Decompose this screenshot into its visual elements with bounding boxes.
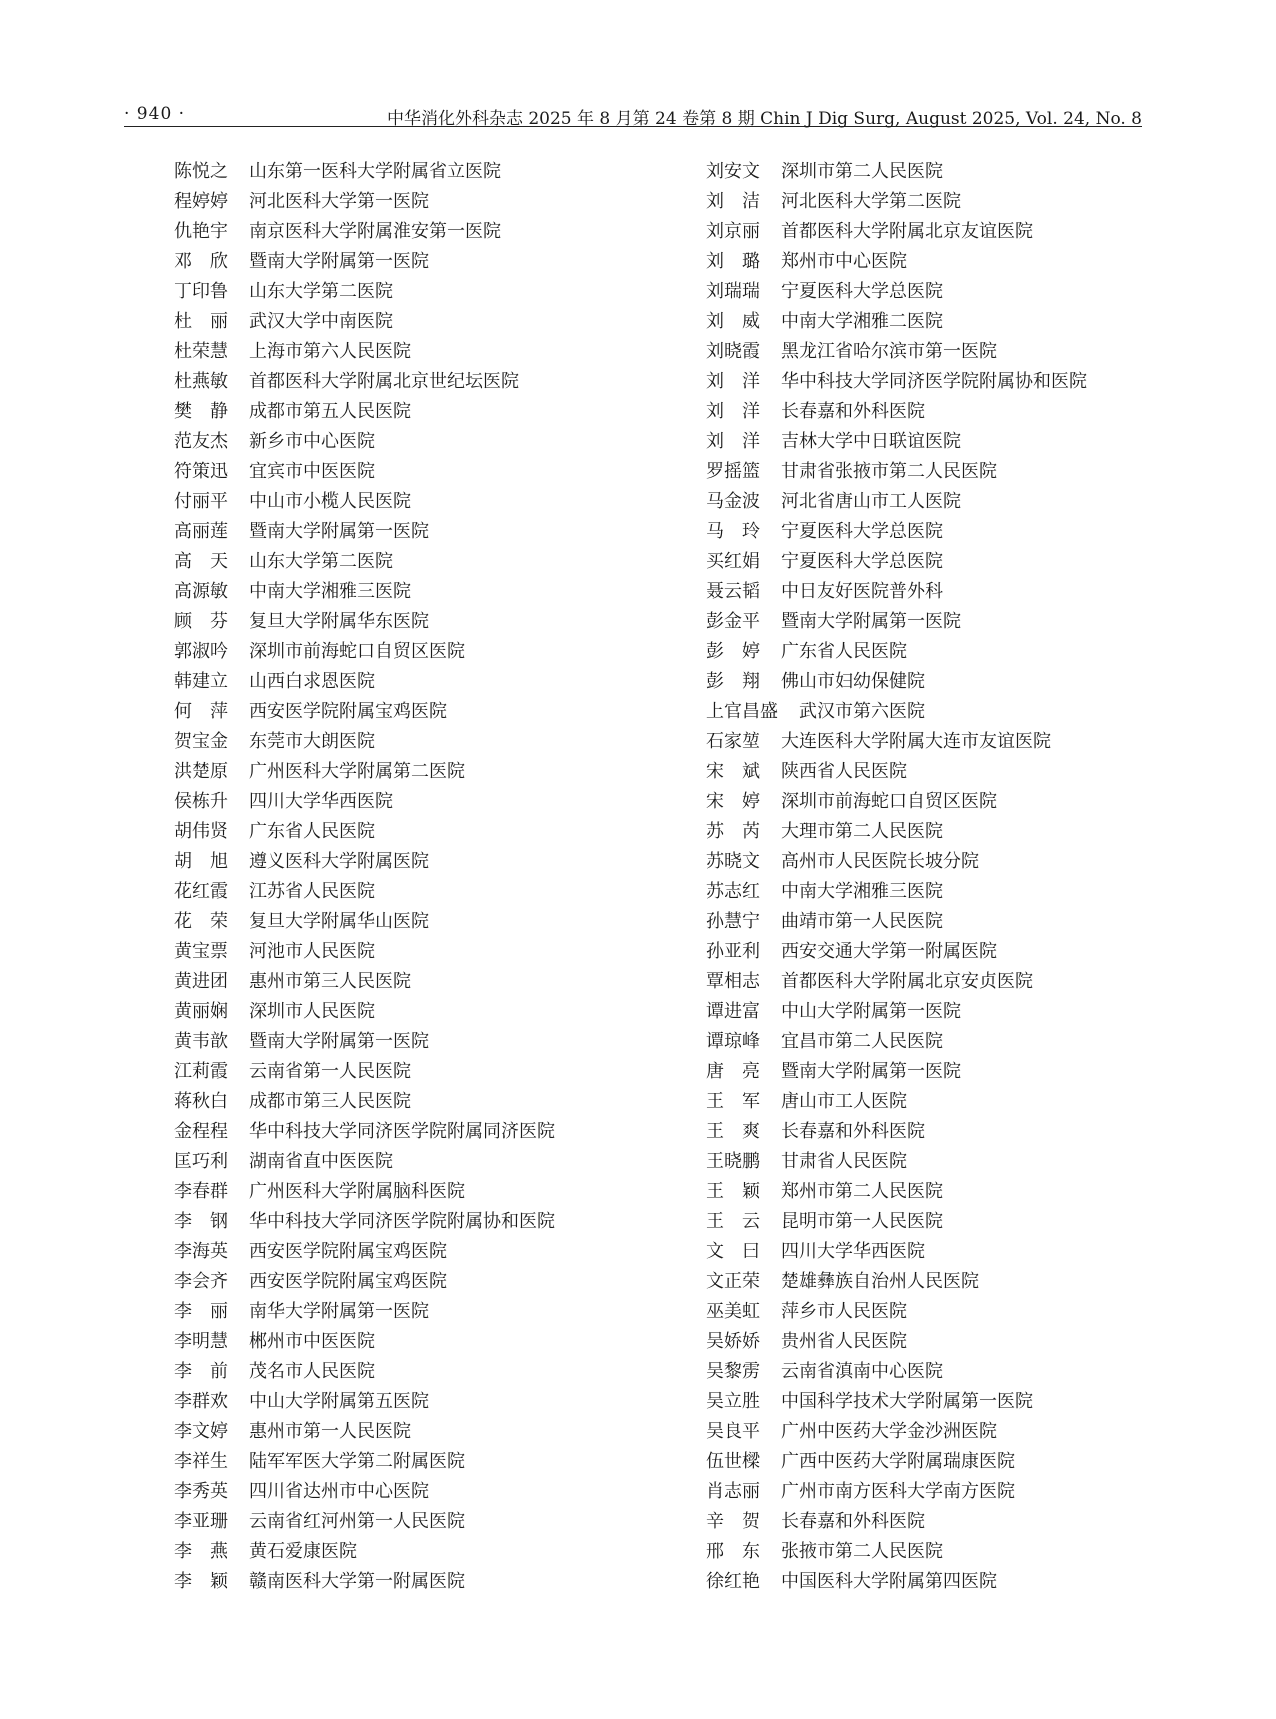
reviewer-name: 孙慧宁 [706, 911, 760, 932]
list-item [706, 1477, 1226, 1507]
list-item [174, 1117, 694, 1147]
institution: 宁夏医科大学总医院 [781, 521, 943, 542]
reviewer-name: 江莉霞 [174, 1061, 228, 1082]
reviewer-name: 花红霞 [174, 881, 228, 902]
institution: 云南省第一人民医院 [249, 1061, 411, 1082]
reviewer-name: 巫美虹 [706, 1301, 760, 1322]
institution: 江苏省人民医院 [249, 881, 375, 902]
institution: 暨南大学附属第一医院 [249, 1031, 429, 1052]
reviewer-name: 苏志红 [706, 881, 760, 902]
reviewer-name: 胡伟贤 [174, 821, 228, 842]
list-item [706, 1267, 1226, 1297]
list-item [174, 247, 694, 277]
list-item [174, 997, 694, 1027]
list-item [706, 1177, 1226, 1207]
institution: 广州市南方医科大学南方医院 [781, 1481, 1015, 1502]
institution: 吉林大学中日联谊医院 [781, 431, 961, 452]
institution: 河北医科大学第一医院 [249, 191, 429, 212]
reviewer-name: 刘 威 [706, 311, 760, 332]
list-item [706, 547, 1226, 577]
reviewer-name: 程婷婷 [174, 191, 228, 212]
list-item [706, 217, 1226, 247]
list-item [706, 1057, 1226, 1087]
list-item [174, 1087, 694, 1117]
list-item [706, 577, 1226, 607]
list-item [706, 367, 1226, 397]
institution: 长春嘉和外科医院 [781, 1511, 925, 1532]
list-item [174, 487, 694, 517]
institution: 暨南大学附属第一医院 [781, 611, 961, 632]
reviewer-name: 宋 婷 [706, 791, 760, 812]
list-item [706, 1087, 1226, 1117]
reviewer-name: 孙亚利 [706, 941, 760, 962]
list-item [174, 1327, 694, 1357]
institution: 四川省达州市中心医院 [249, 1481, 429, 1502]
institution: 广东省人民医院 [249, 821, 375, 842]
institution: 宜宾市中医医院 [249, 461, 375, 482]
list-item [174, 157, 694, 187]
list-item [706, 307, 1226, 337]
list-item [706, 1237, 1226, 1267]
reviewer-name: 郭淑吟 [174, 641, 228, 662]
reviewer-name: 李 颖 [174, 1571, 228, 1592]
reviewer-name: 刘瑞瑞 [706, 281, 760, 302]
institution: 成都市第五人民医院 [249, 401, 411, 422]
institution: 宁夏医科大学总医院 [781, 281, 943, 302]
list-item [706, 457, 1226, 487]
list-item [174, 187, 694, 217]
list-item [174, 757, 694, 787]
reviewer-name: 李 钢 [174, 1211, 228, 1232]
reviewer-name: 杜燕敏 [174, 371, 228, 392]
institution: 贵州省人民医院 [781, 1331, 907, 1352]
list-item [706, 1117, 1226, 1147]
reviewer-name: 王晓鹏 [706, 1151, 760, 1172]
reviewer-name: 李亚珊 [174, 1511, 228, 1532]
list-item [174, 367, 694, 397]
page-number: · 940 · [124, 104, 186, 124]
list-item [174, 1027, 694, 1057]
institution: 中山大学附属第一医院 [781, 1001, 961, 1022]
institution: 佛山市妇幼保健院 [781, 671, 925, 692]
institution: 云南省红河州第一人民医院 [249, 1511, 465, 1532]
institution: 遵义医科大学附属医院 [249, 851, 429, 872]
list-item [706, 787, 1226, 817]
list-item [174, 1567, 694, 1597]
institution: 成都市第三人民医院 [249, 1091, 411, 1112]
reviewer-name: 吴良平 [706, 1421, 760, 1442]
reviewer-name: 彭 翔 [706, 671, 760, 692]
reviewer-name: 花 荣 [174, 911, 228, 932]
reviewer-name: 宋 斌 [706, 761, 760, 782]
list-item [174, 697, 694, 727]
institution: 武汉市第六医院 [799, 701, 925, 722]
list-item [174, 1417, 694, 1447]
list-item [174, 1237, 694, 1267]
list-item [706, 757, 1226, 787]
list-item [174, 457, 694, 487]
list-item [706, 1297, 1226, 1327]
reviewer-name: 刘京丽 [706, 221, 760, 242]
reviewer-name: 李明慧 [174, 1331, 228, 1352]
institution: 广东省人民医院 [781, 641, 907, 662]
list-item [174, 1267, 694, 1297]
reviewer-name: 刘 洋 [706, 371, 760, 392]
reviewer-name: 王 爽 [706, 1121, 760, 1142]
institution: 中国医科大学附属第四医院 [781, 1571, 997, 1592]
institution: 唐山市工人医院 [781, 1091, 907, 1112]
institution: 中山大学附属第五医院 [249, 1391, 429, 1412]
list-item [174, 637, 694, 667]
reviewer-name: 王 云 [706, 1211, 760, 1232]
institution: 四川大学华西医院 [781, 1241, 925, 1262]
institution: 西安医学院附属宝鸡医院 [249, 1271, 447, 1292]
list-item [174, 1447, 694, 1477]
reviewer-name: 李会齐 [174, 1271, 228, 1292]
institution: 大理市第二人民医院 [781, 821, 943, 842]
reviewer-name: 罗摇篮 [706, 461, 760, 482]
institution: 山西白求恩医院 [249, 671, 375, 692]
list-item [174, 547, 694, 577]
reviewer-name: 杜荣慧 [174, 341, 228, 362]
institution: 郑州市中心医院 [781, 251, 907, 272]
reviewer-name: 刘晓霞 [706, 341, 760, 362]
institution: 中南大学湘雅二医院 [781, 311, 943, 332]
list-item [706, 847, 1226, 877]
list-item [706, 397, 1226, 427]
running-header [124, 98, 1142, 127]
reviewer-name: 黄进团 [174, 971, 228, 992]
list-item [174, 787, 694, 817]
reviewer-name: 唐 亮 [706, 1061, 760, 1082]
reviewer-name: 谭进富 [706, 1001, 760, 1022]
institution: 中国科学技术大学附属第一医院 [781, 1391, 1033, 1412]
institution: 中日友好医院普外科 [781, 581, 943, 602]
reviewer-name: 顾 芬 [174, 611, 228, 632]
institution: 大连医科大学附属大连市友谊医院 [781, 731, 1051, 752]
institution: 甘肃省张掖市第二人民医院 [781, 461, 997, 482]
reviewer-name: 刘安文 [706, 161, 760, 182]
reviewer-name: 李海英 [174, 1241, 228, 1262]
list-item [706, 1207, 1226, 1237]
list-item [706, 1507, 1226, 1537]
list-item [174, 277, 694, 307]
institution: 西安交通大学第一附属医院 [781, 941, 997, 962]
institution: 华中科技大学同济医学院附属协和医院 [781, 371, 1087, 392]
list-item [174, 1147, 694, 1177]
list-item [706, 1417, 1226, 1447]
institution: 东莞市大朗医院 [249, 731, 375, 752]
list-item [706, 247, 1226, 277]
institution: 首都医科大学附属北京安贞医院 [781, 971, 1033, 992]
institution: 复旦大学附属华山医院 [249, 911, 429, 932]
reviewer-name: 李 丽 [174, 1301, 228, 1322]
reviewer-name: 覃相志 [706, 971, 760, 992]
reviewer-name: 黄丽娴 [174, 1001, 228, 1022]
institution: 暨南大学附属第一医院 [781, 1061, 961, 1082]
institution: 广州医科大学附属第二医院 [249, 761, 465, 782]
list-item [174, 427, 694, 457]
reviewer-name: 彭金平 [706, 611, 760, 632]
institution: 黑龙江省哈尔滨市第一医院 [781, 341, 997, 362]
institution: 中山市小榄人民医院 [249, 491, 411, 512]
reviewer-name: 伍世樑 [706, 1451, 760, 1472]
reviewer-name: 文正荣 [706, 1271, 760, 1292]
reviewer-name: 文 曰 [706, 1241, 760, 1262]
institution: 华中科技大学同济医学院附属协和医院 [249, 1211, 555, 1232]
institution: 郑州市第二人民医院 [781, 1181, 943, 1202]
institution: 中南大学湘雅三医院 [249, 581, 411, 602]
reviewer-name: 范友杰 [174, 431, 228, 452]
institution: 深圳市第二人民医院 [781, 161, 943, 182]
institution: 深圳市前海蛇口自贸区医院 [781, 791, 997, 812]
reviewer-name: 苏 芮 [706, 821, 760, 842]
list-item [174, 397, 694, 427]
list-item [706, 427, 1226, 457]
list-item [174, 1477, 694, 1507]
list-item [706, 337, 1226, 367]
list-item [174, 817, 694, 847]
institution: 河北医科大学第二医院 [781, 191, 961, 212]
institution: 昆明市第一人民医院 [781, 1211, 943, 1232]
institution: 郴州市中医医院 [249, 1331, 375, 1352]
reviewer-name: 李春群 [174, 1181, 228, 1202]
institution: 河池市人民医院 [249, 941, 375, 962]
list-item [174, 1207, 694, 1237]
reviewer-name: 刘 洁 [706, 191, 760, 212]
list-item [174, 577, 694, 607]
institution: 惠州市第一人民医院 [249, 1421, 411, 1442]
list-item [174, 1177, 694, 1207]
list-item [174, 967, 694, 997]
institution: 长春嘉和外科医院 [781, 401, 925, 422]
reviewer-name: 韩建立 [174, 671, 228, 692]
list-item [174, 307, 694, 337]
reviewer-name: 匡巧利 [174, 1151, 228, 1172]
reviewer-name: 王 颖 [706, 1181, 760, 1202]
institution: 四川大学华西医院 [249, 791, 393, 812]
list-item [706, 607, 1226, 637]
reviewer-name: 何 萍 [174, 701, 228, 722]
reviewer-name: 蒋秋白 [174, 1091, 228, 1112]
institution: 惠州市第三人民医院 [249, 971, 411, 992]
reviewer-name: 付丽平 [174, 491, 228, 512]
reviewer-name: 邢 东 [706, 1541, 760, 1562]
institution: 南华大学附属第一医院 [249, 1301, 429, 1322]
list-item [706, 997, 1226, 1027]
reviewer-name: 马金波 [706, 491, 760, 512]
list-item [174, 877, 694, 907]
list-item [174, 937, 694, 967]
reviewer-name: 刘 洋 [706, 401, 760, 422]
list-item [174, 517, 694, 547]
list-item [706, 907, 1226, 937]
list-item [174, 1507, 694, 1537]
institution: 武汉大学中南医院 [249, 311, 393, 332]
institution: 华中科技大学同济医学院附属同济医院 [249, 1121, 555, 1142]
institution: 南京医科大学附属淮安第一医院 [249, 221, 501, 242]
institution: 暨南大学附属第一医院 [249, 521, 429, 542]
list-item [174, 1537, 694, 1567]
list-item [706, 697, 1226, 727]
institution: 云南省滇南中心医院 [781, 1361, 943, 1382]
institution: 湖南省直中医医院 [249, 1151, 393, 1172]
reviewer-name: 吴黎雳 [706, 1361, 760, 1382]
list-item [174, 1057, 694, 1087]
reviewer-name: 马 玲 [706, 521, 760, 542]
institution: 甘肃省人民医院 [781, 1151, 907, 1172]
institution: 陆军军医大学第二附属医院 [249, 1451, 465, 1472]
institution: 赣南医科大学第一附属医院 [249, 1571, 465, 1592]
reviewer-name: 李祥生 [174, 1451, 228, 1472]
institution: 曲靖市第一人民医院 [781, 911, 943, 932]
list-item [174, 667, 694, 697]
list-item [706, 1027, 1226, 1057]
list-item [174, 1387, 694, 1417]
list-item [706, 667, 1226, 697]
right-column [706, 157, 1226, 1597]
reviewer-name: 辛 贺 [706, 1511, 760, 1532]
list-item [174, 217, 694, 247]
list-item [174, 1357, 694, 1387]
institution: 茂名市人民医院 [249, 1361, 375, 1382]
list-item [174, 907, 694, 937]
institution: 宁夏医科大学总医院 [781, 551, 943, 572]
reviewer-name: 吴娇娇 [706, 1331, 760, 1352]
list-item [706, 157, 1226, 187]
reviewer-name: 陈悦之 [174, 161, 228, 182]
institution: 中南大学湘雅三医院 [781, 881, 943, 902]
institution: 复旦大学附属华东医院 [249, 611, 429, 632]
institution: 陕西省人民医院 [781, 761, 907, 782]
left-column [174, 157, 694, 1597]
list-item [706, 1387, 1226, 1417]
reviewer-name: 刘 洋 [706, 431, 760, 452]
reviewer-name: 贺宝金 [174, 731, 228, 752]
reviewer-name: 谭琼峰 [706, 1031, 760, 1052]
reviewer-name: 肖志丽 [706, 1481, 760, 1502]
list-item [706, 1147, 1226, 1177]
reviewer-name: 聂云韬 [706, 581, 760, 602]
institution: 河北省唐山市工人医院 [781, 491, 961, 512]
reviewer-name: 李 前 [174, 1361, 228, 1382]
list-item [706, 1357, 1226, 1387]
reviewer-name: 樊 静 [174, 401, 228, 422]
journal-citation: 中华消化外科杂志 2025 年 8 月第 24 卷第 8 期 Chin J Dig Surg, August 2025, Vol. 24, No. 8 [386, 109, 1142, 129]
reviewer-name: 高丽莲 [174, 521, 228, 542]
reviewer-name: 上官昌盛 [706, 701, 778, 722]
institution: 黄石爱康医院 [249, 1541, 357, 1562]
reviewer-name: 高 天 [174, 551, 228, 572]
list-item [174, 847, 694, 877]
reviewer-name: 吴立胜 [706, 1391, 760, 1412]
list-item [706, 877, 1226, 907]
institution: 广西中医药大学附属瑞康医院 [781, 1451, 1015, 1472]
list-item [706, 727, 1226, 757]
list-item [174, 337, 694, 367]
list-item [706, 517, 1226, 547]
list-item [706, 487, 1226, 517]
list-item [706, 1537, 1226, 1567]
reviewer-name: 黄韦歆 [174, 1031, 228, 1052]
institution: 张掖市第二人民医院 [781, 1541, 943, 1562]
reviewer-name: 金程程 [174, 1121, 228, 1142]
reviewer-name: 洪楚原 [174, 761, 228, 782]
reviewer-name: 李文婷 [174, 1421, 228, 1442]
reviewer-name: 符策迅 [174, 461, 228, 482]
institution: 山东大学第二医院 [249, 551, 393, 572]
reviewer-name: 仇艳宇 [174, 221, 228, 242]
reviewer-name: 丁印鲁 [174, 281, 228, 302]
reviewer-name: 李秀英 [174, 1481, 228, 1502]
institution: 萍乡市人民医院 [781, 1301, 907, 1322]
institution: 新乡市中心医院 [249, 431, 375, 452]
list-item [174, 727, 694, 757]
reviewer-name: 刘 璐 [706, 251, 760, 272]
list-item [706, 1327, 1226, 1357]
reviewer-name: 李 燕 [174, 1541, 228, 1562]
institution: 深圳市前海蛇口自贸区医院 [249, 641, 465, 662]
list-item [706, 817, 1226, 847]
institution: 宜昌市第二人民医院 [781, 1031, 943, 1052]
reviewer-name: 买红娟 [706, 551, 760, 572]
reviewer-name: 徐红艳 [706, 1571, 760, 1592]
reviewer-name: 王 军 [706, 1091, 760, 1112]
institution: 西安医学院附属宝鸡医院 [249, 1241, 447, 1262]
list-item [706, 1567, 1226, 1597]
reviewer-name: 石家堃 [706, 731, 760, 752]
institution: 山东第一医科大学附属省立医院 [249, 161, 501, 182]
institution: 山东大学第二医院 [249, 281, 393, 302]
institution: 深圳市人民医院 [249, 1001, 375, 1022]
institution: 西安医学院附属宝鸡医院 [249, 701, 447, 722]
institution: 广州医科大学附属脑科医院 [249, 1181, 465, 1202]
list-item [706, 277, 1226, 307]
list-item [706, 967, 1226, 997]
reviewer-name: 侯栋升 [174, 791, 228, 812]
institution: 暨南大学附属第一医院 [249, 251, 429, 272]
institution: 上海市第六人民医院 [249, 341, 411, 362]
reviewer-name: 高源敏 [174, 581, 228, 602]
reviewer-name: 邓 欣 [174, 251, 228, 272]
list-item [174, 607, 694, 637]
institution: 楚雄彝族自治州人民医院 [781, 1271, 979, 1292]
reviewer-name: 胡 旭 [174, 851, 228, 872]
institution: 广州中医药大学金沙洲医院 [781, 1421, 997, 1442]
institution: 高州市人民医院长坡分院 [781, 851, 979, 872]
list-item [706, 937, 1226, 967]
list-item [174, 1297, 694, 1327]
institution: 长春嘉和外科医院 [781, 1121, 925, 1142]
list-item [706, 187, 1226, 217]
reviewer-name: 杜 丽 [174, 311, 228, 332]
list-item [706, 637, 1226, 667]
reviewer-name: 李群欢 [174, 1391, 228, 1412]
reviewer-name: 黄宝票 [174, 941, 228, 962]
reviewer-name: 彭 婷 [706, 641, 760, 662]
institution: 首都医科大学附属北京友谊医院 [781, 221, 1033, 242]
reviewer-name: 苏晓文 [706, 851, 760, 872]
list-item [706, 1447, 1226, 1477]
institution: 首都医科大学附属北京世纪坛医院 [249, 371, 519, 392]
